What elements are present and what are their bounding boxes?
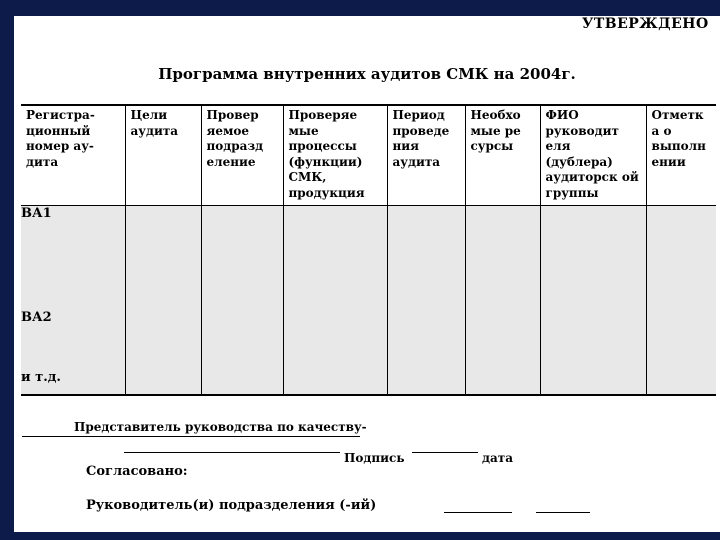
agreed-label: Согласовано:: [86, 464, 188, 479]
table-cell: [201, 370, 283, 395]
department-head-signature-line: [444, 512, 512, 513]
column-header: Проверяе мые процессы (функции) СМК, продукция: [283, 105, 387, 205]
table-cell: [125, 370, 201, 395]
representative-extra-line: [124, 452, 340, 453]
audit-program-table: [21, 104, 716, 396]
column-header: Отметк а о выполн ении: [646, 105, 716, 205]
approved-stamp-text: УТВЕРЖДЕНО: [582, 16, 709, 32]
signature-line: [412, 452, 478, 453]
table-cell: [387, 205, 465, 310]
signature-label: Подпись: [344, 451, 405, 465]
row-label: ВА2: [21, 310, 125, 370]
quality-representative-label: Представитель руководства по качеству-: [74, 420, 367, 434]
column-header: Цели аудита: [125, 105, 201, 205]
department-head-date-line: [536, 512, 590, 513]
table-cell: [540, 310, 646, 370]
table-cell: [387, 370, 465, 395]
table-header-row: [21, 105, 716, 205]
table-cell: [646, 370, 716, 395]
document-page: [14, 16, 720, 532]
table-cell: [387, 310, 465, 370]
column-header: ФИО руководит еля (дублера) аудиторск ой группы: [540, 105, 646, 205]
table-row: [21, 370, 716, 395]
date-label: дата: [482, 451, 513, 465]
table-cell: [540, 370, 646, 395]
table-cell: [201, 310, 283, 370]
table-cell: [283, 370, 387, 395]
representative-name-line: [22, 436, 360, 437]
table-cell: [283, 310, 387, 370]
table-cell: [283, 205, 387, 310]
column-header: Провер яемое подразд еление: [201, 105, 283, 205]
column-header: Регистра-ционный номер ау-дита: [21, 105, 125, 205]
table-row: [21, 205, 716, 310]
table-cell: [125, 310, 201, 370]
row-label: и т.д.: [21, 370, 125, 395]
table-row: [21, 310, 716, 370]
table-cell: [125, 205, 201, 310]
page-title: Программа внутренних аудитов СМК на 2004г.: [158, 65, 576, 83]
table-cell: [201, 205, 283, 310]
department-head-label: Руководитель(и) подразделения (-ий): [86, 498, 377, 513]
table-cell: [465, 370, 540, 395]
column-header: Период проведе ния аудита: [387, 105, 465, 205]
table-cell: [540, 205, 646, 310]
table-cell: [465, 310, 540, 370]
row-label: ВА1: [21, 205, 125, 310]
table-cell: [465, 205, 540, 310]
table-cell: [646, 205, 716, 310]
table-cell: [646, 310, 716, 370]
column-header: Необхо мые ре сурсы: [465, 105, 540, 205]
